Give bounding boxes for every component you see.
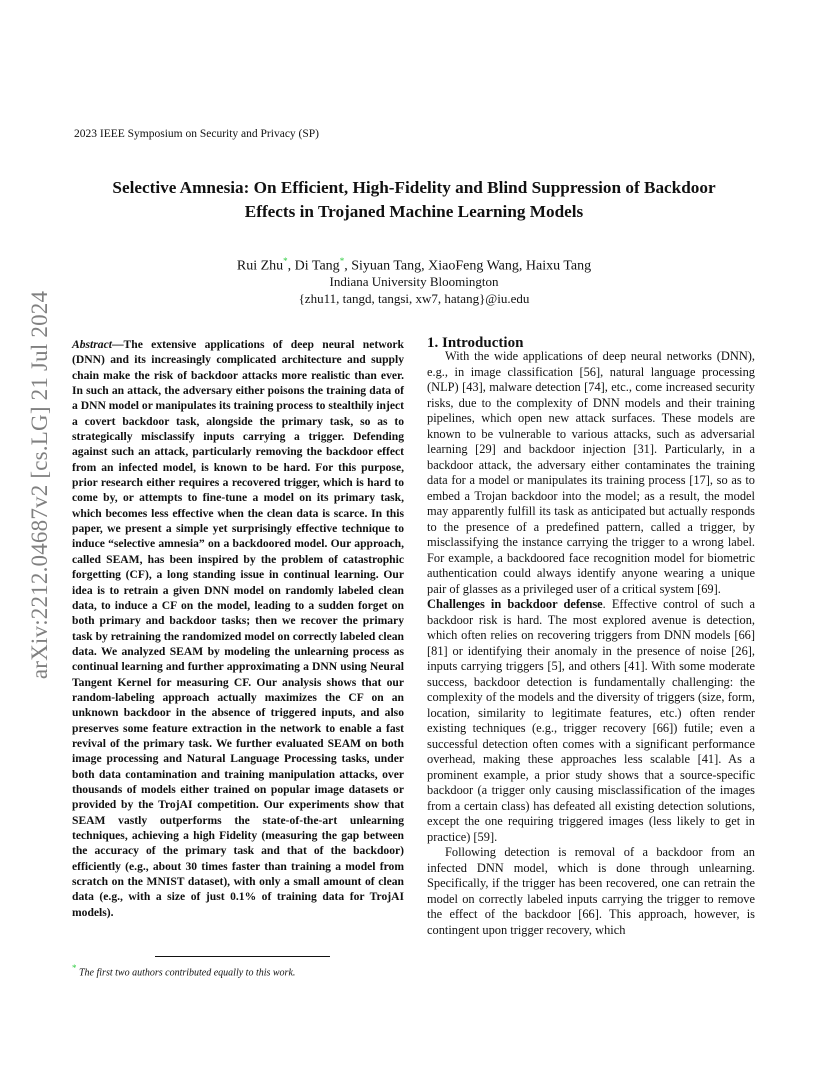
authors-rest: , Siyuan Tang, XiaoFeng Wang, Haixu Tang: [344, 258, 592, 274]
title-line-2: Effects in Trojaned Machine Learning Models: [244, 202, 584, 221]
abstract-lead: Abstract: [72, 338, 112, 351]
intro-paragraph-1: With the wide applications of deep neural networks (DNN), e.g., in image classification [56], natural language processing (NLP) [43], malware detection [74], etc., come increased security risks, due to the complexity of DNN models and their training pipelines, which open new attack surfaces. These models are known to be vulnerable to various attacks, such as adversarial learning [29] and backdoor injection [31]. Particularly, in a backdoor attack, the adversary either contaminates the training data for a model or manipulates its training process [17], so as to embed a Trojan backdoor into the model; as a result, the model may apparently fulfill its task as anticipated but actually responds to the presence of a predefined pattern, called a trigger, by misclassifying the instance carrying the trigger to a wrong label. For example, a backdoored face recognition model for biometric authentication could always identify anyone wearing a unique pair of glasses as a privileged user of a critical system [69].: [427, 349, 755, 596]
intro-paragraph-2: [427, 597, 755, 845]
challenges-text: . Effective control of such a backdoor risk is hard. The most explored avenue is detection, which often relies on recovering triggers from DNN models [66] [81] or identifying their anomaly in the presence of noise [26], inputs carrying triggers [5], and others [41]. With some moderate success, backdoor detection is fundamentally challenging: the complexity of the models and the diversity of triggers (size, form, location, similarity to legitimate features, etc.) often render existing techniques (e.g., trigger recovery [66]) futile; even a successful detection often comes with a significant performance overhead, making these approaches less scalable [41]. As a prominent example, a prior study shows that a source-specific backdoor (a trigger only causing misclassification of the images from a certain class) has defeated all existing detection solutions, except the one requiring triggered images (less likely to get in practice) [59].: [427, 597, 755, 844]
author-di-tang: , Di Tang: [287, 258, 340, 274]
footnote-mark: *: [72, 963, 77, 973]
venue-line: 2023 IEEE Symposium on Security and Privacy (SP): [74, 128, 319, 140]
challenges-heading: Challenges in backdoor defense: [427, 597, 603, 611]
footnote-text: The first two authors contributed equally to this work.: [76, 967, 296, 979]
author-emails: {zhu11, tangd, tangsi, xw7, hatang}@iu.edu: [298, 291, 530, 306]
section-heading-introduction: 1. Introduction: [427, 335, 524, 351]
intro-paragraph-3: Following detection is removal of a backdoor from an infected DNN model, which is done through unlearning. Specifically, if the trigger has been recovered, one can retrain the model on correctly labeled inputs carrying the trigger to remove the effect of the backdoor [66]. This approach, however, is contingent upon trigger recovery, which: [427, 845, 755, 937]
footnote-rule: [155, 956, 330, 957]
affiliation: Indiana University Bloomington: [329, 274, 499, 289]
paper-title: [64, 176, 764, 224]
abstract-text: —The extensive applications of deep neural network (DNN) and its increasingly complicated architecture and supply chain make the risk of backdoor attacks more realistic than ever. In such an attack, the adversary either poisons the training data of a DNN model or manipulates its training process to stealthily inject a covert backdoor task, alongside the primary task, so as to strategically misclassify inputs carrying a trigger. Defending against such an attack, particularly removing the backdoor effect from an infected model, is known to be hard. For this purpose, prior research either requires a recovered trigger, which is hard to come by, or attempts to fine-tune a model on its primary task, which becomes less effective when the clean data is scarce. In this paper, we present a simple yet surprisingly effective technique to induce “selective amnesia” on a backdoored model. Our approach, called SEAM, has been inspired by the problem of catastrophic forgetting (CF), a long standing issue in continual learning. Our idea is to retrain a given DNN model on randomly labeled clean data, to induce a CF on the model, leading to a sudden forget on both primary and backdoor tasks; then we recover the primary task by retraining the randomized model on correctly labeled clean data. We analyzed SEAM by modeling the unlearning process as continual learning and further approximating a DNN using Neural Tangent Kernel for measuring CF. Our analysis shows that our random-labeling approach actually maximizes the CF on an unknown backdoor in the absence of triggered inputs, and also preserves some feature extraction in the network to enable a fast revival of the primary task. We further evaluated SEAM on both image processing and Natural Language Processing tasks, under both data contamination and training manipulation attacks, over thousands of models either trained on popular image datasets or provided by the TrojAI competition. Our experiments show that SEAM vastly outperforms the state-of-the-art unlearning techniques, achieving a high Fidelity (measuring the gap between the accuracy of the primary task and that of the backdoor) efficiently (e.g., about 30 times faster than training a model from scratch on the MNIST dataset), with only a small amount of clean data (e.g., with a size of just 0.1% of training data for TrojAI models).: [72, 338, 404, 919]
footnote: [72, 963, 295, 978]
equal-contribution-mark: *: [283, 256, 288, 266]
author-list: [64, 256, 764, 275]
equal-contribution-mark: *: [339, 256, 345, 266]
abstract: [72, 337, 404, 920]
arxiv-stamp: arXiv:2212.04687v2 [cs.LG] 21 Jul 2024: [27, 290, 52, 680]
author-rui-zhu: Rui Zhu: [236, 258, 284, 274]
introduction-body: [427, 349, 755, 938]
title-line-1: Selective Amnesia: On Efficient, High-Fidelity and Blind Suppression of Backdoor: [112, 178, 716, 197]
